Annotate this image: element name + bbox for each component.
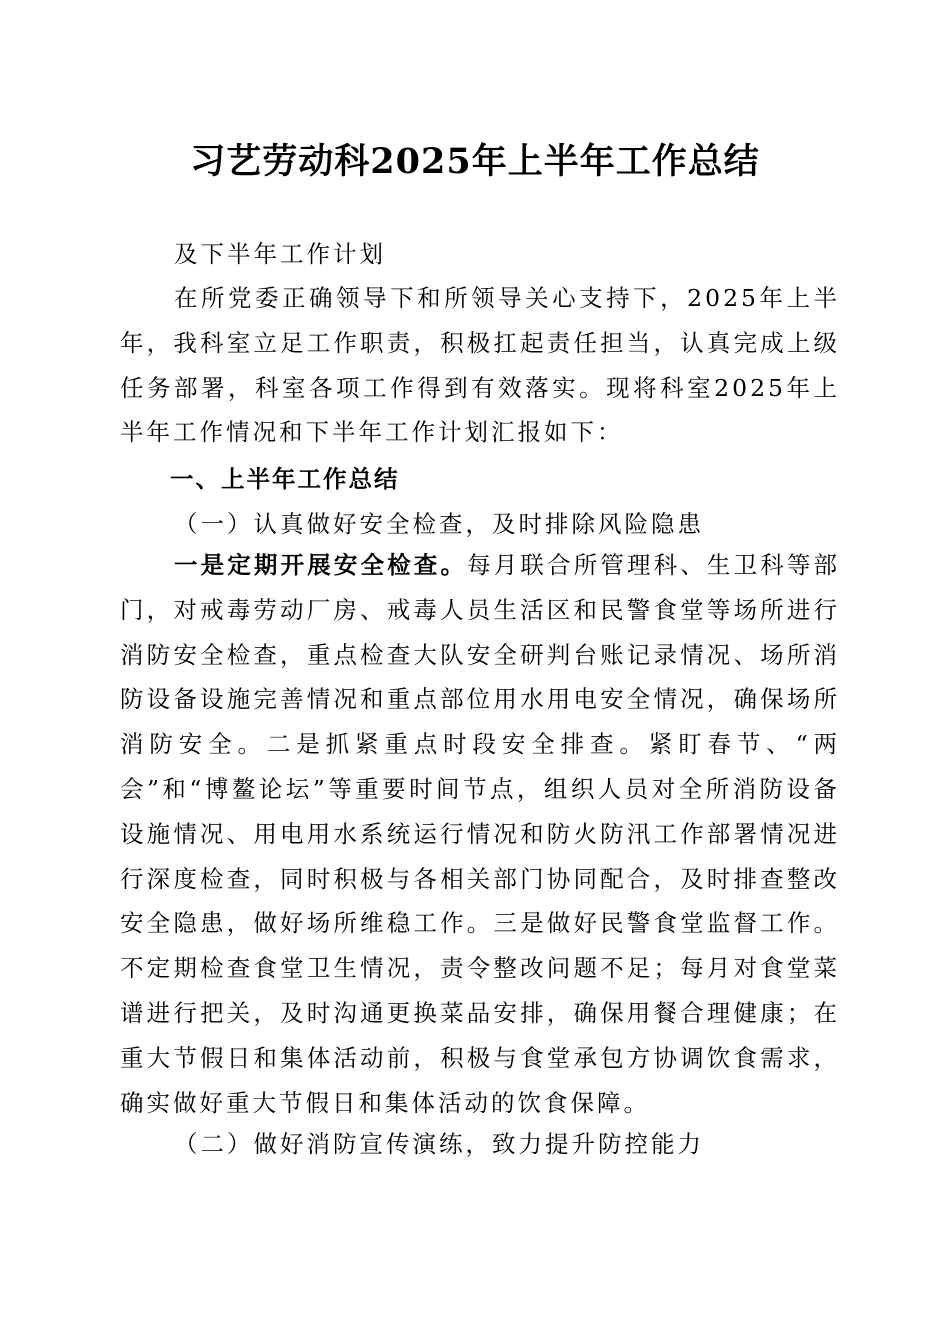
subsection1-lead: 一是定期开展安全检查。	[174, 551, 468, 579]
subsection1-paragraph	[120, 543, 840, 1125]
intro-block	[120, 276, 840, 455]
subsection1-body: 每月联合所管理科、生卫科等部门，对戒毒劳动厂房、戒毒人员生活区和民警食堂等场所进行消防安全检查，重点检查大队安全研判台账记录情况、场所消防设备设施完善情况和重点部位用水用电安全情况，确保场所消防安全。二是抓紧重点时段安全排查。紧盯春节、“两会”和“博鳌论坛”等重要时间节点，组织人员对全所消防设备设施情况、用电用水系统运行情况和防火防汛工作部署情况进行深度检查，同时积极与各相关部门协同配合，及时排查整改安全隐患，做好场所维稳工作。三是做好民警食堂监督工作。不定期检查食堂卫生情况，责令整改问题不足；每月对食堂菜谱进行把关，及时沟通更换菜品安排，确保用餐合理健康；在重大节假日和集体活动前，积极与食堂承包方协调饮食需求，确实做好重大节假日和集体活动的饮食保障。	[120, 551, 841, 1117]
subsection1-heading: （一）认真做好安全检查，及时排除风险隐患	[174, 510, 704, 538]
subtitle-block	[120, 232, 840, 277]
intro-paragraph: 在所党委正确领导下和所领导关心支持下，2025年上半年，我科室立足工作职责，积极扛起责任担当，认真完成上级任务部署，科室各项工作得到有效落实。现将科室2025年上半年工作情况和下半年工作计划汇报如下：	[120, 284, 840, 447]
subsection1-block	[120, 543, 840, 1125]
document-title: 习艺劳动科2025年上半年工作总结	[190, 141, 760, 182]
section1-heading: 一、上半年工作总结	[170, 465, 400, 493]
document-subtitle: 及下半年工作计划	[174, 240, 386, 268]
subsection2-heading: （二）做好消防宣传演练，致力提升防控能力	[174, 1130, 704, 1158]
